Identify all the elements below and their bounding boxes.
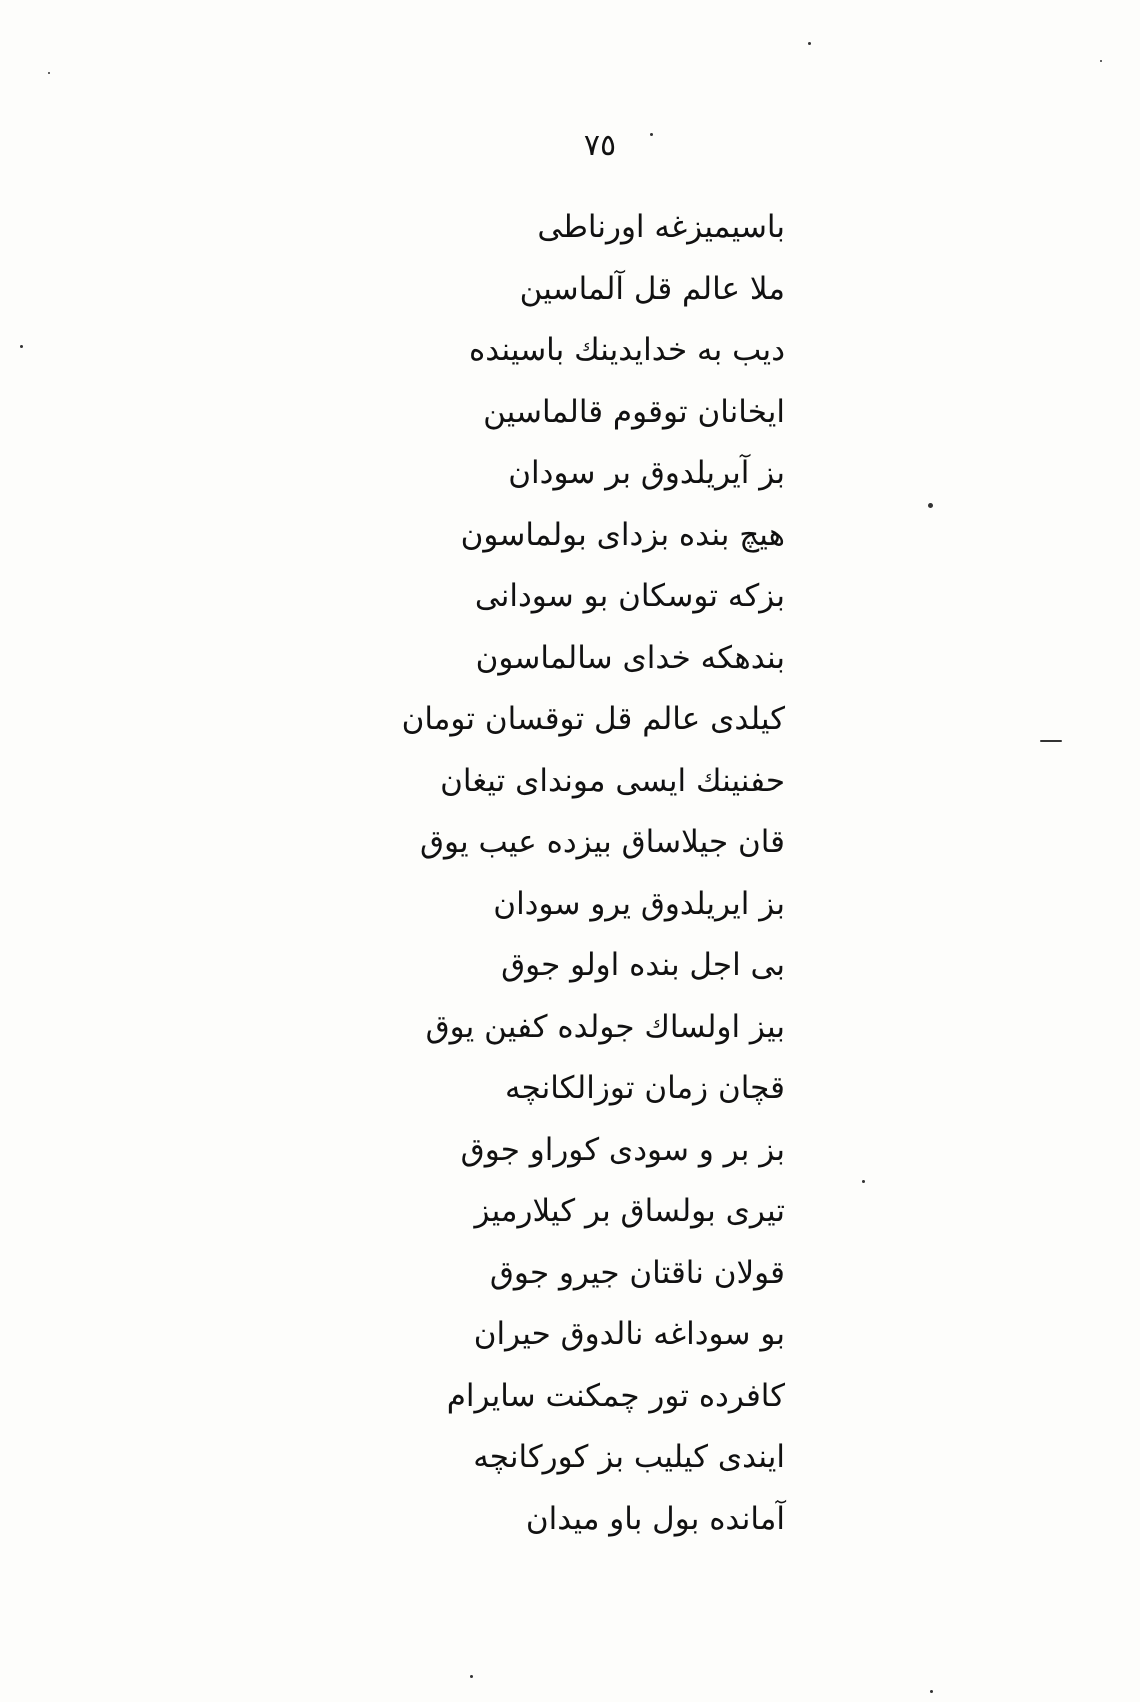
verse-line: قولان ناقتان جیرو جوق — [489, 1254, 785, 1291]
verse-line: قچان زمان توزالکانچه — [504, 1070, 785, 1106]
verse-line: ایخانان توقوم قالماسین — [483, 393, 785, 430]
scan-speck — [650, 133, 653, 136]
verse-line: ملا عالم قل آلماسین — [519, 270, 785, 307]
scan-speck — [20, 345, 23, 348]
verse-line: کیلدی عالم قل توقسان تومان — [401, 701, 785, 737]
verse-line: بزکه توسکان بو سودانی — [474, 578, 785, 614]
verse-line: آمانده بول باو میدان — [525, 1500, 785, 1537]
verse-line: ایندی کیلیب بز کورکانچه — [473, 1439, 785, 1475]
verse-line: بندهکه خدای سالماسون — [475, 639, 785, 676]
verse-line: بز بر و سودی کوراو جوق — [460, 1131, 785, 1168]
verse-line: بز آیریلدوق بر سودان — [508, 455, 785, 491]
verse-line: کافرده تور چمکنت سایرام — [446, 1377, 785, 1414]
scan-speck — [1100, 60, 1102, 62]
scan-speck — [928, 503, 933, 508]
verse-line: تیری بولساق بر کیلارمیز — [474, 1193, 785, 1229]
verse-line: قان جیلاساق بیزده عیب یوق — [419, 824, 785, 860]
verse-line: حفنینك ایسی موندای تیغان — [440, 762, 785, 799]
scan-speck — [930, 1690, 933, 1693]
verse-line: دیب به خدایدینك باسینده — [468, 332, 785, 368]
page-number: ٧٥ — [583, 128, 617, 163]
scan-speck — [48, 72, 50, 74]
verse-block — [365, 197, 785, 1550]
verse-line: بیز اولساك جولده کفین یوق — [425, 1008, 785, 1045]
scan-speck — [808, 42, 811, 45]
verse-line: هیچ بنده بزدای بولماسون — [460, 516, 785, 553]
scan-speck — [470, 1675, 473, 1678]
verse-line: بی اجل بنده اولو جوق — [501, 947, 785, 983]
verse-line: باسیمیزغه اورناطی — [537, 209, 785, 245]
verse-line: بز ایریلدوق یرو سودان — [493, 885, 785, 922]
scan-speck — [1040, 740, 1062, 742]
scan-speck — [862, 1180, 865, 1183]
verse-line: بو سوداغه نالدوق حیران — [473, 1316, 785, 1352]
